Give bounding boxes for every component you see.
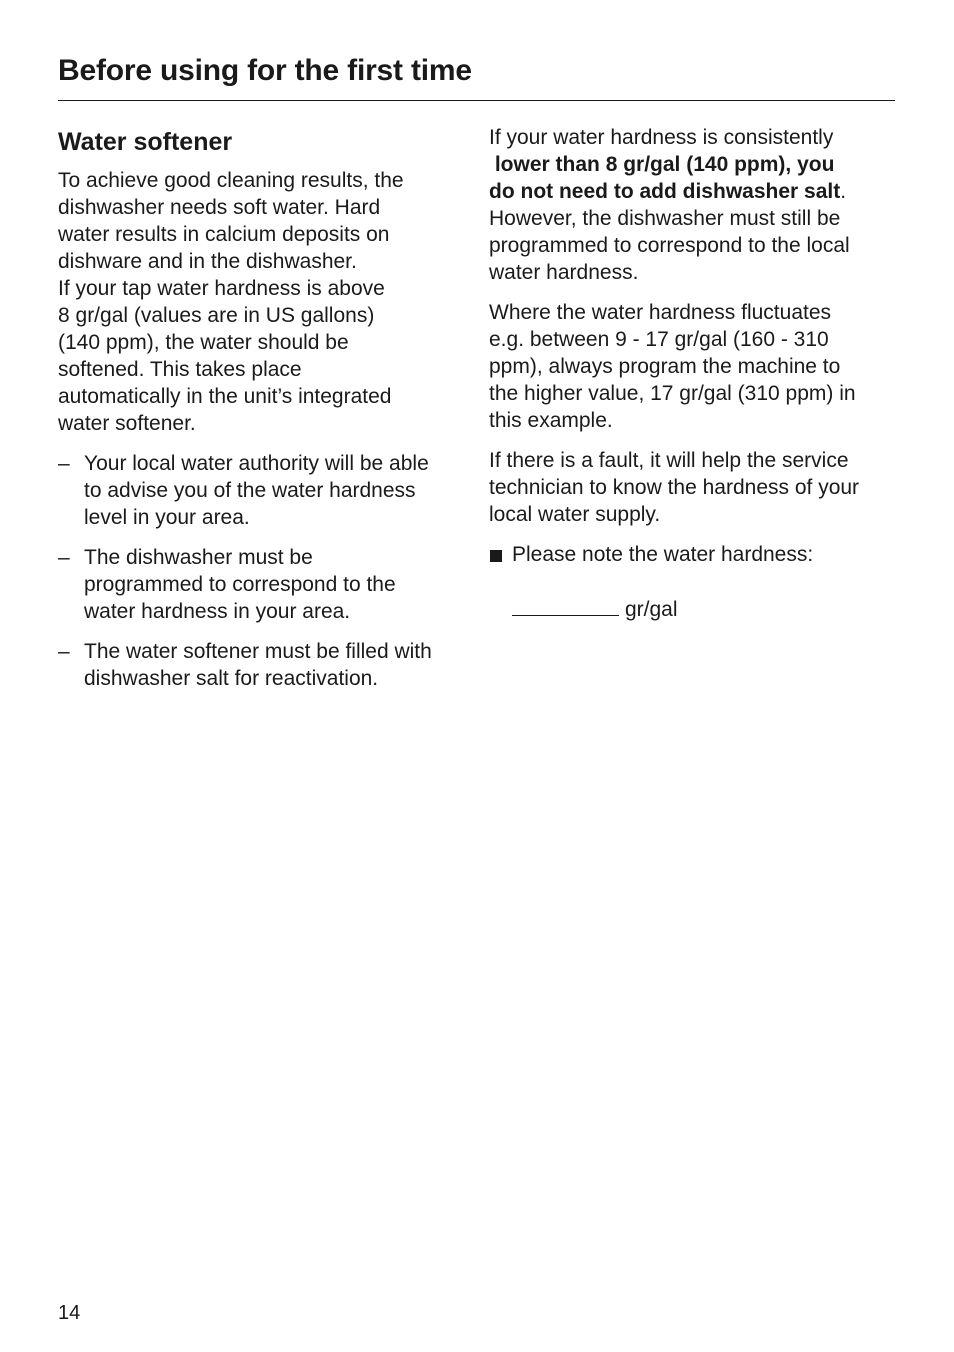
page-title: Before using for the first time: [58, 54, 472, 87]
salt-emphasis: do not need to add dishwasher salt: [489, 180, 841, 203]
salt-line: If your water hardness is consistently: [489, 126, 834, 149]
list-item: [58, 544, 470, 625]
fault-line: local water supply.: [489, 503, 661, 526]
list-item-line: Your local water authority will be able: [84, 452, 429, 475]
dash-bullet: –: [58, 640, 70, 663]
intro-line: automatically in the unit’s integrated: [58, 385, 392, 408]
intro-line: To achieve good cleaning results, the: [58, 169, 404, 192]
list-item: [58, 638, 470, 692]
salt-period: .: [840, 180, 847, 203]
salt-paragraph: [489, 124, 909, 286]
fluctuation-line: e.g. between 9 - 17 gr/gal (160 - 310: [489, 328, 829, 351]
intro-line: softened. This takes place: [58, 358, 302, 381]
intro-line: 8 gr/gal (values are in US gallons): [58, 304, 375, 327]
list-item: [58, 450, 470, 531]
salt-emphasis: lower than 8 gr/gal (140 ppm), you: [494, 153, 835, 176]
hardness-unit-label: gr/gal: [625, 598, 678, 621]
intro-line: dishware and in the dishwasher.: [58, 250, 357, 273]
list-item-line: water hardness in your area.: [84, 600, 351, 623]
fluctuation-line: Where the water hardness fluctuates: [489, 301, 832, 324]
list-item-line: programmed to correspond to the: [84, 573, 396, 596]
title-divider: [58, 100, 895, 101]
intro-line: water results in calcium deposits on: [58, 223, 390, 246]
note-instruction: [489, 541, 909, 568]
dash-list: [58, 450, 470, 692]
salt-line: However, the dishwasher must still be: [489, 207, 841, 230]
intro-line: water softener.: [58, 412, 196, 435]
intro-line: (140 ppm), the water should be: [58, 331, 349, 354]
dash-bullet: –: [58, 452, 70, 475]
fluctuation-line: the higher value, 17 gr/gal (310 ppm) in: [489, 382, 856, 405]
intro-line: dishwasher needs soft water. Hard: [58, 196, 381, 219]
list-item-line: level in your area.: [84, 506, 250, 529]
intro-paragraph: [58, 167, 470, 437]
salt-line: water hardness.: [489, 261, 639, 284]
note-instruction-text: Please note the water hardness:: [512, 543, 814, 566]
list-item-line: dishwasher salt for reactivation.: [84, 667, 379, 690]
fluctuation-paragraph: [489, 299, 909, 434]
fluctuation-line: ppm), always program the machine to: [489, 355, 841, 378]
list-item-line: The water softener must be filled with: [84, 640, 432, 663]
fault-paragraph: [489, 447, 909, 528]
hardness-entry: [489, 595, 909, 623]
fluctuation-line: this example.: [489, 409, 613, 432]
list-item-line: to advise you of the water hardness: [84, 479, 416, 502]
fault-line: If there is a fault, it will help the service: [489, 449, 849, 472]
right-column: [489, 124, 909, 623]
section-heading: Water softener: [58, 128, 233, 156]
list-item-line: The dishwasher must be: [84, 546, 313, 569]
square-bullet-icon: [490, 550, 502, 562]
intro-line: If your tap water hardness is above: [58, 277, 385, 300]
fault-line: technician to know the hardness of your: [489, 476, 860, 499]
left-column: [58, 124, 470, 705]
page-number: 14: [58, 1302, 81, 1324]
dash-bullet: –: [58, 546, 70, 569]
hardness-blank-line: [512, 595, 619, 616]
salt-line: programmed to correspond to the local: [489, 234, 850, 257]
